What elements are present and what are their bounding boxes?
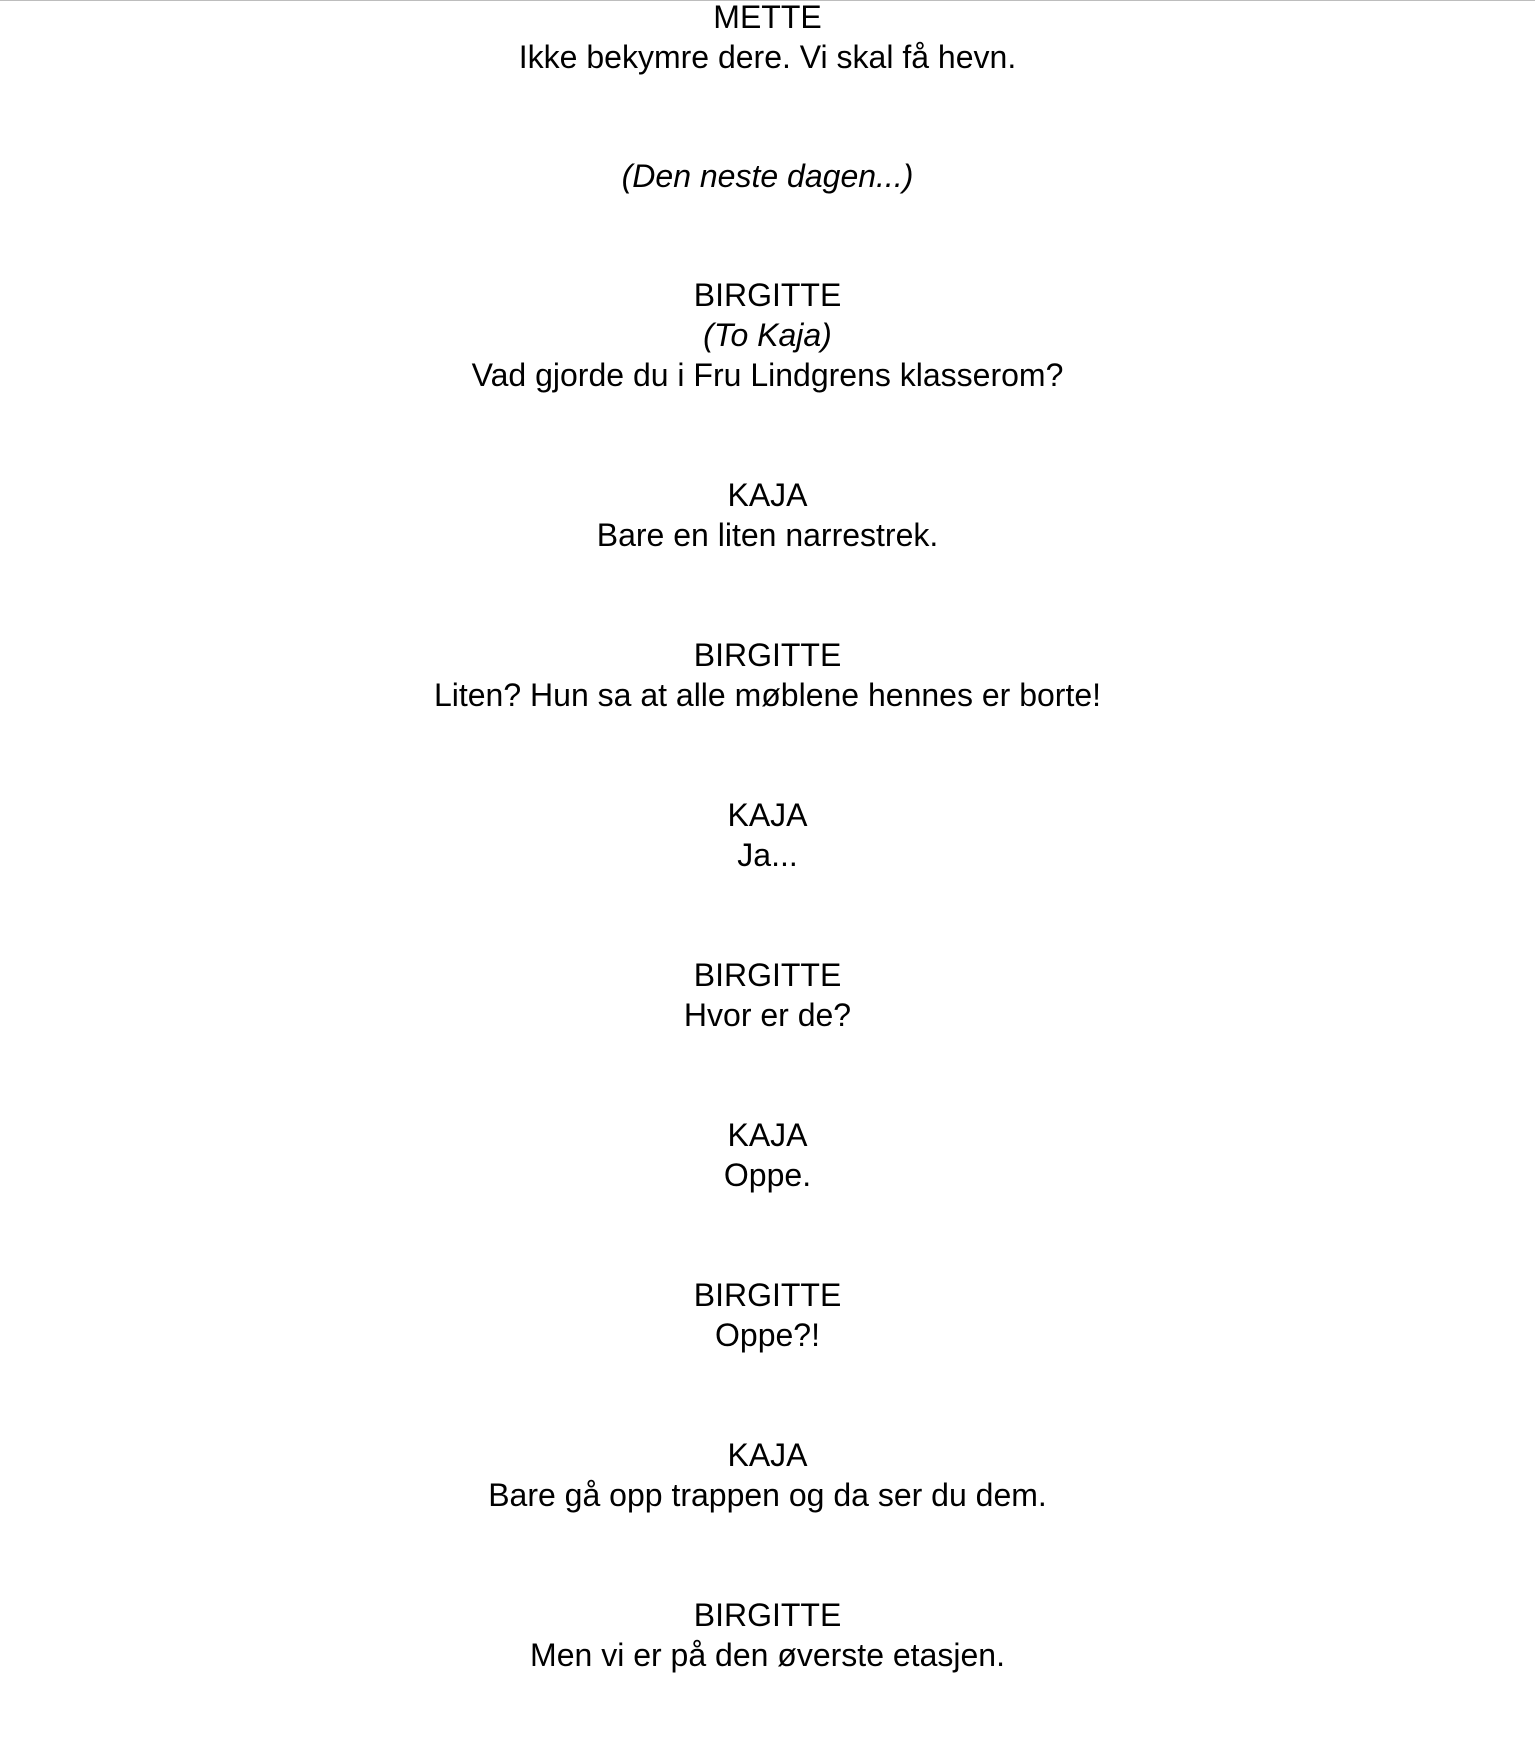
dialogue-line: Ja... — [737, 837, 798, 873]
speaker-name: KAJA — [727, 1437, 808, 1473]
dialogue-line: Bare en liten narrestrek. — [596, 517, 939, 553]
dialogue-line: Hvor er de? — [683, 997, 852, 1033]
parenthetical: (To Kaja) — [703, 317, 832, 353]
dialogue-line: Oppe. — [723, 1157, 812, 1193]
dialogue-line: Liten? Hun sa at alle møblene hennes er borte! — [433, 677, 1102, 713]
speaker-name: BIRGITTE — [693, 1277, 842, 1313]
speaker-name: KAJA — [727, 477, 808, 513]
dialogue-line: Vad gjorde du i Fru Lindgrens klasserom? — [471, 357, 1064, 393]
speaker-name: KAJA — [727, 1117, 808, 1153]
dialogue-line: Men vi er på den øverste etasjen. — [530, 1637, 1005, 1673]
speaker-name: BIRGITTE — [693, 637, 842, 673]
dialogue-line: Ikke bekymre dere. Vi skal få hevn. — [518, 39, 1017, 75]
speaker-name: BIRGITTE — [693, 1597, 842, 1633]
speaker-name: KAJA — [727, 797, 808, 833]
dialogue-line: Bare gå opp trappen og da ser du dem. — [488, 1477, 1047, 1513]
speaker-name: BIRGITTE — [693, 957, 842, 993]
dialogue-line: Oppe?! — [715, 1317, 820, 1353]
speaker-name: BIRGITTE — [693, 277, 842, 313]
speaker-name: METTE — [713, 0, 822, 35]
stage-direction: (Den neste dagen...) — [621, 158, 914, 194]
